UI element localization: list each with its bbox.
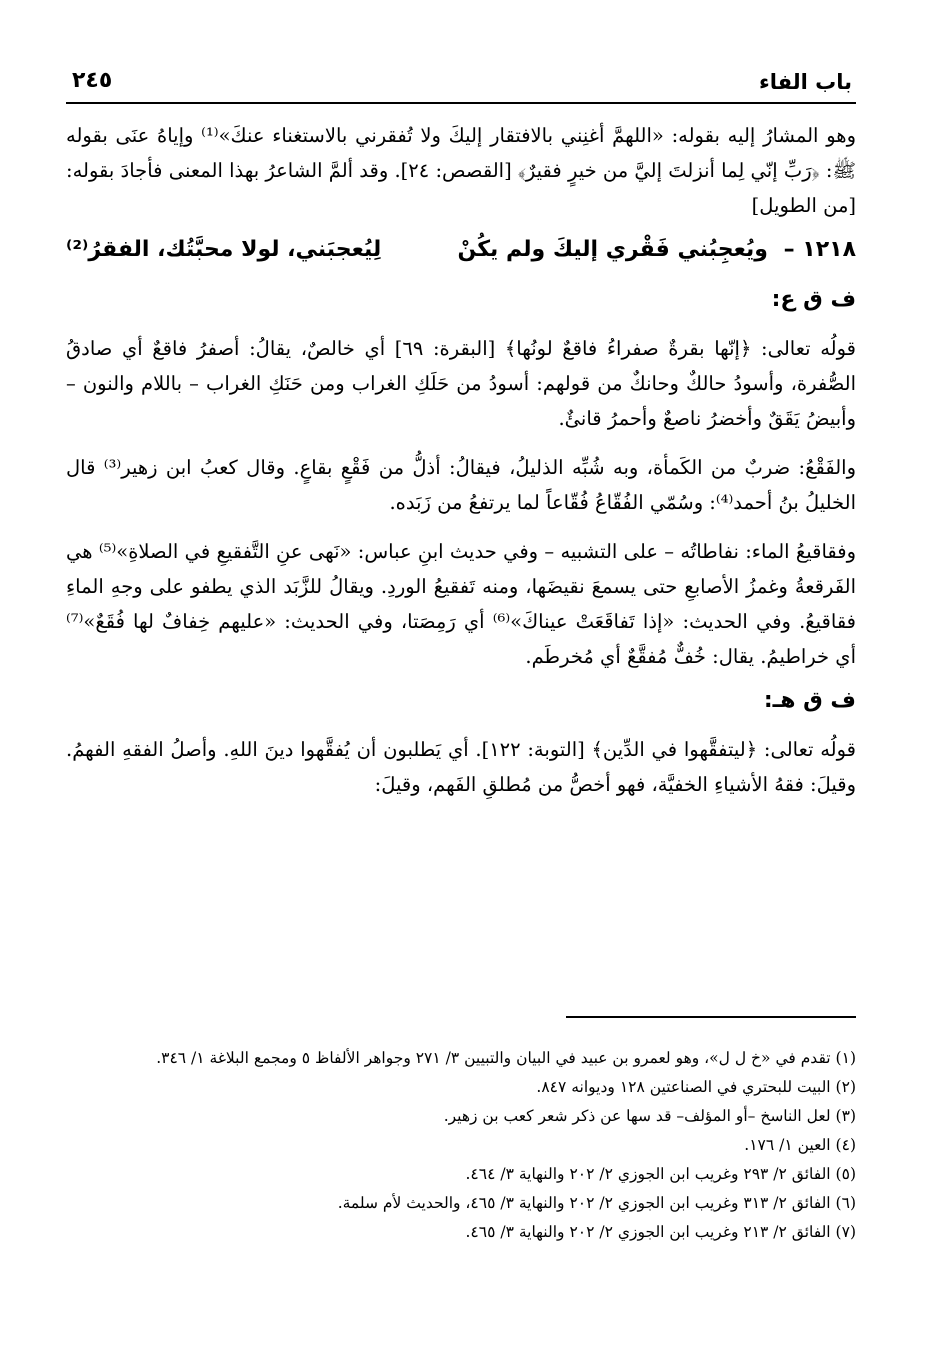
page-header bbox=[66, 66, 856, 104]
poetry-verse bbox=[66, 227, 856, 273]
verse-first-hemistich bbox=[457, 227, 856, 273]
footnote-number: (٤) bbox=[835, 1136, 856, 1154]
paragraph-faqi: قولُه تعالى: ﴿إنّها بقرةٌ صفراءُ فاقعٌ لونُها﴾ [البقرة: ٦٩] أي خالصٌ، يقالُ: أصفرُ فاقعٌ أي صادقُ الصُّفرة، وأسودُ حالكٌ وحانكٌ من قولهم: أسودُ من حَلَكِ الغراب ومن حَنَكِ الغراب – باللام والنون – وأبيضُ يَقَقٌ وأخضرُ ناصعٌ وأحمرُ قانئٌ. bbox=[66, 337, 856, 430]
main-text bbox=[66, 118, 856, 802]
section-heading-fqa: ف ق ع: bbox=[771, 287, 856, 312]
page-number: ٢٤٥ bbox=[72, 68, 113, 93]
paragraph-fiqh: قولُه تعالى: ﴿ليتفقَّهوا في الدِّين﴾ [التوبة: ١٢٢]. أي يَطلبون أن يُفقَّهوا دينَ اللهِ. وأصلُ الفقهِ الفهمُ. وقيلَ: فقهُ الأشياءِ الخفيَّة، فهو أخصُّ من مُطلقِ الفَهم، وقيلَ: bbox=[66, 738, 856, 796]
footnote bbox=[66, 1162, 856, 1187]
footnote bbox=[66, 1191, 856, 1216]
footnote-number: (٦) bbox=[835, 1194, 856, 1212]
paragraph-faqa: والفَقْعُ: ضربٌ من الكَمأة، وبه شُبِّه الذليلُ، فيقالُ: أذلُّ من فَقْعٍ بقاعٍ. وقال كعبُ ابن زهير⁽³⁾ قال الخليلُ بنُ أحمد⁽⁴⁾: وسُمّي الفُقّاعُ فُقّاعاً لما يرتفعُ من زَبَده. bbox=[66, 456, 857, 514]
footnote-number: (٧) bbox=[835, 1223, 856, 1241]
book-page bbox=[66, 66, 856, 1336]
footnote-text: العين ١/ ١٧٦. bbox=[744, 1136, 831, 1154]
verse-number: ١٢١٨ – bbox=[783, 237, 856, 262]
footnote-text: الفائق ٢/ ٢١٣ وغريب ابن الجوزي ٢/ ٢٠٢ والنهاية ٣/ ٤٦٥. bbox=[465, 1223, 831, 1241]
footnote bbox=[66, 1075, 856, 1100]
chapter-title: باب الفاء bbox=[758, 70, 852, 94]
footnote bbox=[66, 1133, 856, 1158]
paragraph-intro: وهو المشارُ إليه بقوله: «اللهمَّ أغنِني بالافتقار إليكَ ولا تُفقرني بالاستغناء عنكَ»⁽¹⁾ وإياهُ عنَى بقوله ﷺ: ﴿رَبِّ إنّي لِما أنزلتَ إليَّ من خيرٍ فقيرٌ﴾ [القصص: ٢٤]. وقد ألمَّ الشاعرُ بهذا المعنى فأجادَ بقوله: [من الطويل] bbox=[66, 124, 856, 217]
verse-first-text: ويُعجِبُني فَقْري إليكَ ولم يكُنْ bbox=[457, 237, 768, 262]
footnote bbox=[66, 1104, 856, 1129]
footnote-number: (٣) bbox=[835, 1107, 856, 1125]
verse-second-hemistich: لِيُعجبَني، لولا محبَّتُك، الفقرُ⁽²⁾ bbox=[66, 237, 382, 262]
footnote-number: (١) bbox=[835, 1049, 856, 1067]
footnote-text: الفائق ٢/ ٣١٣ وغريب ابن الجوزي ٢/ ٢٠٢ والنهاية ٣/ ٤٦٥، والحديث لأم سلمة. bbox=[337, 1194, 831, 1212]
footnote bbox=[66, 1046, 856, 1071]
footnote-divider bbox=[566, 1016, 856, 1018]
paragraph-faqaqi: وفقاقيعُ الماء: نفاطاتُه – على التشبيه – وفي حديث ابنِ عباس: «نَهى عنِ التَّفقيعِ في الصلاةِ»⁽⁵⁾ هي الفَرقعةُ وغمزُ الأصابعِ حتى يسمعَ نقيضَها، ومنه تَفقيعُ الوردِ. ويقالُ للزَّبَد الذي يطفو على وجهِ الماءِ فقاقيعُ. وفي الحديث: «إذا تَفاقَعَتْ عيناكَ»⁽⁶⁾ أي رَمِصَتا، وفي الحديث: «عليهم خِفافٌ لها فُقَعٌ»⁽⁷⁾ أي خراطيمُ. يقال: خُفٌّ مُفقَّعٌ أي مُخرطَم. bbox=[66, 540, 857, 668]
footnote-text: البيت للبحتري في الصناعتين ١٢٨ وديوانه ٨٤٧. bbox=[536, 1078, 831, 1096]
footnote-text: الفائق ٢/ ٢٩٣ وغريب ابن الجوزي ٢/ ٢٠٢ والنهاية ٣/ ٤٦٤. bbox=[465, 1165, 831, 1183]
section-heading-fqh: ف ق هـ: bbox=[763, 688, 856, 713]
footnote-number: (٥) bbox=[835, 1165, 856, 1183]
footnote bbox=[66, 1220, 856, 1245]
footnote-number: (٢) bbox=[835, 1078, 856, 1096]
footnote-text: لعل الناسخ –أو المؤلف– قد سها عن ذكر شعر كعب بن زهير. bbox=[443, 1107, 831, 1125]
footnotes bbox=[66, 1046, 856, 1249]
footnote-text: تقدم في «خ ل ل»، وهو لعمرو بن عبيد في البيان والتبيين ٣/ ٢٧١ وجواهر الألفاظ ٥ ومجمع البلاغة ١/ ٣٤٦. bbox=[156, 1049, 831, 1067]
